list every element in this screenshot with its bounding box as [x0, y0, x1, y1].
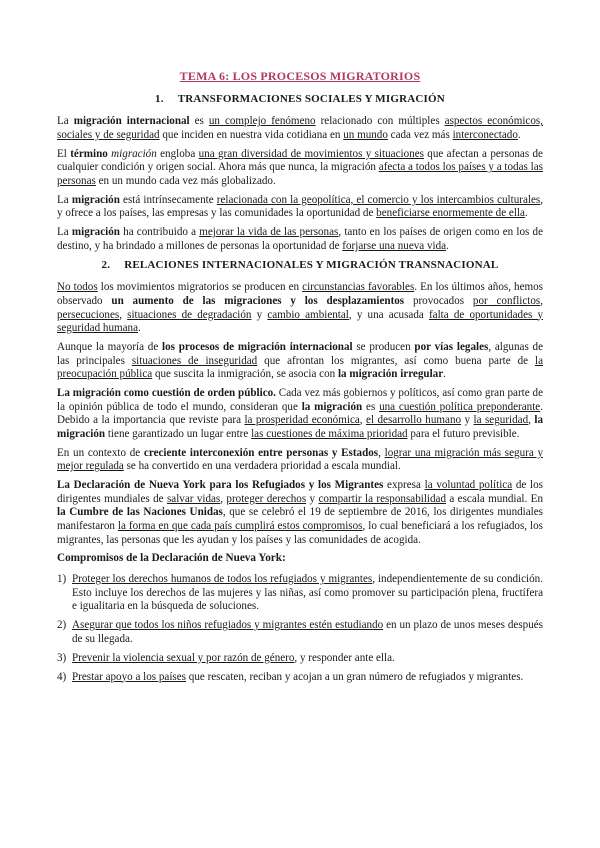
list-item — [57, 573, 543, 614]
text-run: , y responder ante ella. — [294, 651, 395, 664]
underlined-text: por conflictos — [472, 294, 541, 307]
section-1-heading-text: TRANSFORMACIONES SOCIALES Y MIGRACIÓN — [177, 92, 445, 105]
italic-text: migración — [111, 147, 157, 160]
text-run: en un plazo de unos meses después de su llegada. — [72, 619, 543, 645]
text-run: relacionado con múltiples — [315, 115, 445, 128]
underlined-text: la preocupación pública — [57, 354, 543, 381]
underlined-text: situaciones de inseguridad — [131, 354, 258, 367]
text-run: El — [57, 147, 71, 160]
text-run: , algunas de las principales — [57, 340, 544, 367]
underlined-text: mejorar la vida de las personas — [199, 226, 339, 239]
text-run: y — [306, 492, 319, 505]
text-run: . — [138, 322, 141, 335]
underlined-text: proteger derechos — [226, 492, 307, 505]
text-run: , que se celebró el 19 de septiembre de 2016, los dirigentes mundiales manifestaron — [57, 506, 543, 532]
list-marker: 2) — [57, 619, 67, 632]
text-run: que rescaten, reciban y acojan a un gran número de refugiados y migrantes. — [186, 670, 524, 683]
list-item — [57, 619, 543, 646]
text-run: La — [57, 115, 74, 128]
underlined-text: Prestar apoyo a los países — [72, 670, 186, 683]
underlined-text: afecta a todos los países y a todas las personas — [57, 161, 543, 187]
text-run: , y una acusada — [348, 308, 429, 321]
text-run: , lo cual beneficiará a los refugiados, los migrantes, las personas que les ayudan y los países y las comunidades de acogida. — [57, 520, 544, 546]
list-marker: 4) — [57, 670, 67, 683]
underlined-text: salvar vidas — [166, 492, 221, 505]
underlined-text: aspectos económicos, sociales y de seguridad — [57, 115, 543, 141]
section-1-heading — [57, 93, 543, 107]
list-marker: 1) — [57, 573, 67, 586]
text-run: , — [378, 446, 385, 459]
bold-text: los procesos de migración internacional — [162, 340, 353, 353]
text-run: a escala mundial. En — [446, 492, 543, 505]
text-run: , — [528, 414, 535, 427]
underlined-text: una gran diversidad de movimientos y situaciones — [198, 147, 424, 160]
bold-text: migración internacional — [73, 115, 190, 128]
text-run: La — [57, 226, 72, 239]
paragraph-1 — [57, 115, 543, 142]
text-run: , — [540, 294, 544, 307]
text-run: Cada vez más gobiernos y políticos, así como gran parte de la opinión pública de todo el mundo, consideran que — [57, 387, 543, 413]
text-run: y — [251, 308, 268, 321]
text-run: En un contexto de — [57, 446, 144, 459]
text-run: . — [524, 207, 528, 220]
paragraph-3 — [57, 194, 543, 221]
text-run: . En los últimos años, hemos observado — [57, 281, 543, 307]
text-run: , y ofrece a los países, las empresas y las comunidades la oportunidad de — [57, 193, 543, 220]
underlined-text: un complejo fenómeno — [208, 115, 316, 128]
text-run: que afectan a personas de cualquier condición y origen social. Ahora más que nunca, la migración — [57, 147, 543, 174]
text-run: es — [189, 115, 209, 128]
underlined-text: Prevenir la violencia sexual y por razón de género — [72, 651, 295, 664]
text-run: expresa — [383, 479, 425, 492]
paragraph-2 — [57, 148, 543, 189]
underlined-text: Proteger los derechos humanos de todos los refugiados y migrantes — [72, 573, 373, 586]
underlined-text: un mundo — [343, 128, 388, 141]
text-run: se ha convertido en una verdadera prioridad a escala mundial. — [123, 460, 401, 473]
text-run: . — [517, 128, 521, 141]
text-run: , independientemente de su condición. Esto incluye los derechos de las mujeres y las niñas, así como promover su participación plena, fructífera e igualitaria en la búsqueda de soluciones. — [72, 573, 543, 613]
underlined-text: falta de oportunidades y seguridad humana — [57, 308, 544, 335]
text-run: cada vez más — [387, 128, 453, 141]
section-2-heading — [57, 259, 543, 273]
underlined-text: Asegurar que todos los niños refugiados y migrantes estén estudiando — [72, 619, 384, 632]
paragraph-9 — [57, 479, 543, 547]
underlined-text: la forma en que cada país cumplirá estos compromisos — [117, 520, 363, 532]
underlined-text: persecuciones — [57, 308, 120, 321]
text-run: Aunque la mayoría de — [57, 340, 163, 353]
bold-text: la migración — [57, 414, 543, 440]
underlined-text: circunstancias favorables — [302, 281, 415, 294]
text-run: , — [220, 492, 227, 505]
text-run: se producen — [352, 340, 415, 353]
text-run: , — [119, 308, 128, 321]
bold-text: creciente interconexión entre personas y Estados — [143, 446, 379, 459]
bold-text: migración — [71, 226, 120, 239]
underlined-text: una cuestión política preponderante — [379, 400, 541, 413]
text-run: . Debido a la importancia que reviste para — [57, 400, 543, 427]
underlined-text: la seguridad — [473, 414, 529, 427]
underlined-text: la voluntad política — [424, 479, 513, 492]
underlined-text: compartir la responsabilidad — [318, 492, 446, 505]
section-2-number: 2. — [101, 258, 111, 271]
underlined-text: forjarse una nueva vida — [342, 239, 447, 252]
text-run: que afrontan los migrantes, así como buena parte de — [257, 354, 535, 367]
bold-text: un aumento de las migraciones y los desplazamientos — [111, 294, 405, 307]
section-1-number: 1. — [155, 92, 164, 105]
commitments-heading: Compromisos de la Declaración de Nueva York: — [57, 552, 286, 565]
bold-text: por vías legales — [414, 340, 489, 353]
bold-text: término — [70, 147, 108, 160]
underlined-text: las cuestiones de máxima prioridad — [251, 427, 408, 440]
text-run: , — [359, 414, 367, 427]
underlined-text: el desarrollo humano — [366, 414, 462, 427]
text-run: y — [461, 414, 474, 427]
list-item — [57, 652, 543, 666]
page-title: TEMA 6: LOS PROCESOS MIGRATORIOS — [179, 69, 421, 83]
list-item — [57, 671, 543, 685]
text-run: de los dirigentes mundiales de — [57, 479, 543, 505]
section-2-heading-text: RELACIONES INTERNACIONALES Y MIGRACIÓN TRANSNACIONAL — [124, 258, 499, 271]
paragraph-8 — [57, 447, 543, 474]
text-run: en un mundo cada vez más globalizado. — [95, 174, 276, 187]
text-run: que suscita la inmigración, se asocia con — [152, 368, 338, 381]
underlined-text: interconectado — [452, 128, 518, 141]
text-run: . — [446, 239, 449, 252]
text-run: tiene garantizado un lugar entre — [105, 427, 252, 440]
commitments-list — [57, 573, 543, 684]
bold-text: La Declaración de Nueva York para los Refugiados y los Migrantes — [57, 479, 384, 492]
bold-text: la migración — [301, 400, 363, 413]
underlined-text: lograr una migración más segura y mejor regulada — [57, 446, 544, 473]
underlined-text: beneficiarse enormemente de ella — [376, 207, 525, 220]
text-run: los movimientos migratorios se producen en — [97, 281, 303, 294]
text-run: que inciden en nuestra vida cotidiana en — [159, 128, 344, 141]
underlined-text: No todos — [57, 281, 98, 294]
text-run: es — [362, 400, 380, 413]
text-run: para el futuro previsible. — [407, 427, 520, 440]
paragraph-4 — [57, 226, 543, 253]
bold-text: La migración como cuestión de orden público. — [57, 387, 276, 400]
text-run: . — [443, 368, 446, 381]
list-marker: 3) — [57, 651, 67, 664]
text-run: La — [57, 193, 72, 206]
bold-text: la Cumbre de las Naciones Unidas — [57, 506, 223, 519]
paragraph-5 — [57, 281, 543, 335]
text-run: ha contribuido a — [119, 226, 200, 239]
underlined-text: cambio ambiental — [267, 308, 349, 321]
text-run: está intrínsecamente — [119, 193, 217, 206]
text-run: , tanto en los países de origen como en los de destino, y ha brindado a millones de personas la oportunidad de — [57, 226, 543, 252]
bold-text: migración — [71, 193, 120, 206]
paragraph-7 — [57, 387, 543, 441]
paragraph-6 — [57, 341, 543, 382]
text-run: provocados — [404, 294, 473, 307]
underlined-text: relacionada con la geopolítica, el comercio y los intercambios culturales — [216, 193, 541, 206]
underlined-text: la prosperidad económica — [244, 414, 360, 427]
bold-text: la migración irregular — [337, 368, 444, 381]
underlined-text: situaciones de degradación — [127, 308, 252, 321]
text-run: engloba — [156, 147, 199, 160]
